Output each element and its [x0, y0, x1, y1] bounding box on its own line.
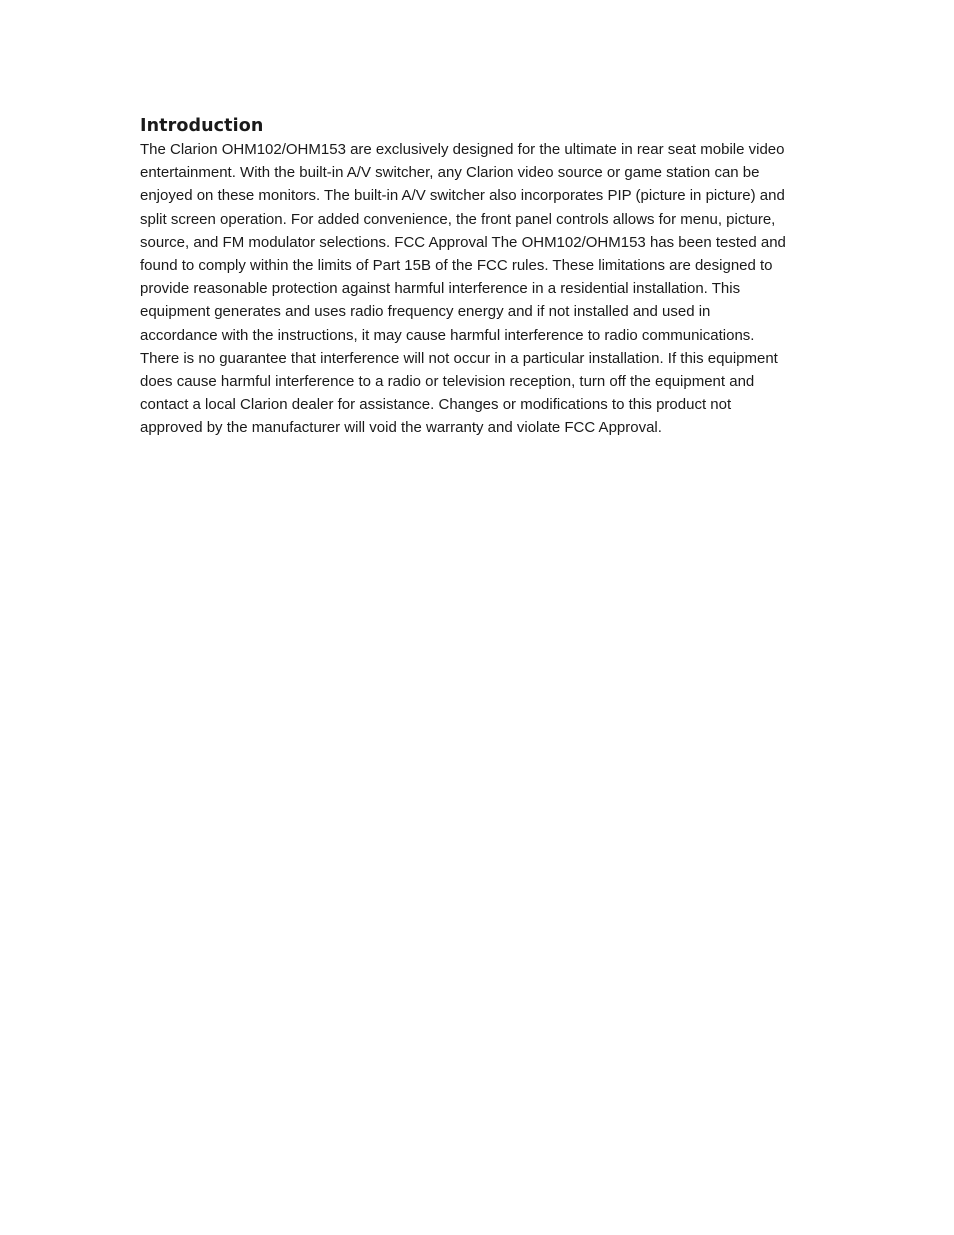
introduction-paragraph — [140, 138, 820, 440]
paragraph-line: does cause harmful interference to a radio or television reception, turn off the equipment and — [140, 373, 755, 391]
paragraph-line: split screen operation. For added convenience, the front panel controls allows for menu, picture, — [140, 210, 776, 228]
paragraph-line: source, and FM modulator selections. FCC Approval The OHM102/OHM153 has been tested and — [140, 233, 786, 251]
paragraph-line: accordance with the instructions, it may cause harmful interference to radio communications. — [140, 326, 755, 344]
paragraph-line: found to comply within the limits of Part 15B of the FCC rules. These limitations are designed to — [140, 257, 773, 275]
document-page — [140, 114, 820, 440]
paragraph-line: equipment generates and uses radio frequency energy and if not installed and used in — [140, 303, 711, 321]
paragraph-line: entertainment. With the built-in A/V switcher, any Clarion video source or game station can be — [140, 164, 760, 182]
paragraph-line: approved by the manufacturer will void the warranty and violate FCC Approval. — [140, 419, 662, 437]
paragraph-line: enjoyed on these monitors. The built-in A/V switcher also incorporates PIP (picture in picture) and — [140, 187, 785, 205]
paragraph-line: provide reasonable protection against harmful interference in a residential installation. This — [140, 280, 741, 298]
paragraph-line: There is no guarantee that interference will not occur in a particular installation. If this equipment — [140, 349, 778, 367]
paragraph-line: contact a local Clarion dealer for assistance. Changes or modifications to this product not — [140, 396, 732, 414]
paragraph-line: The Clarion OHM102/OHM153 are exclusively designed for the ultimate in rear seat mobile video — [140, 141, 785, 158]
section-heading: Introduction — [140, 116, 264, 136]
